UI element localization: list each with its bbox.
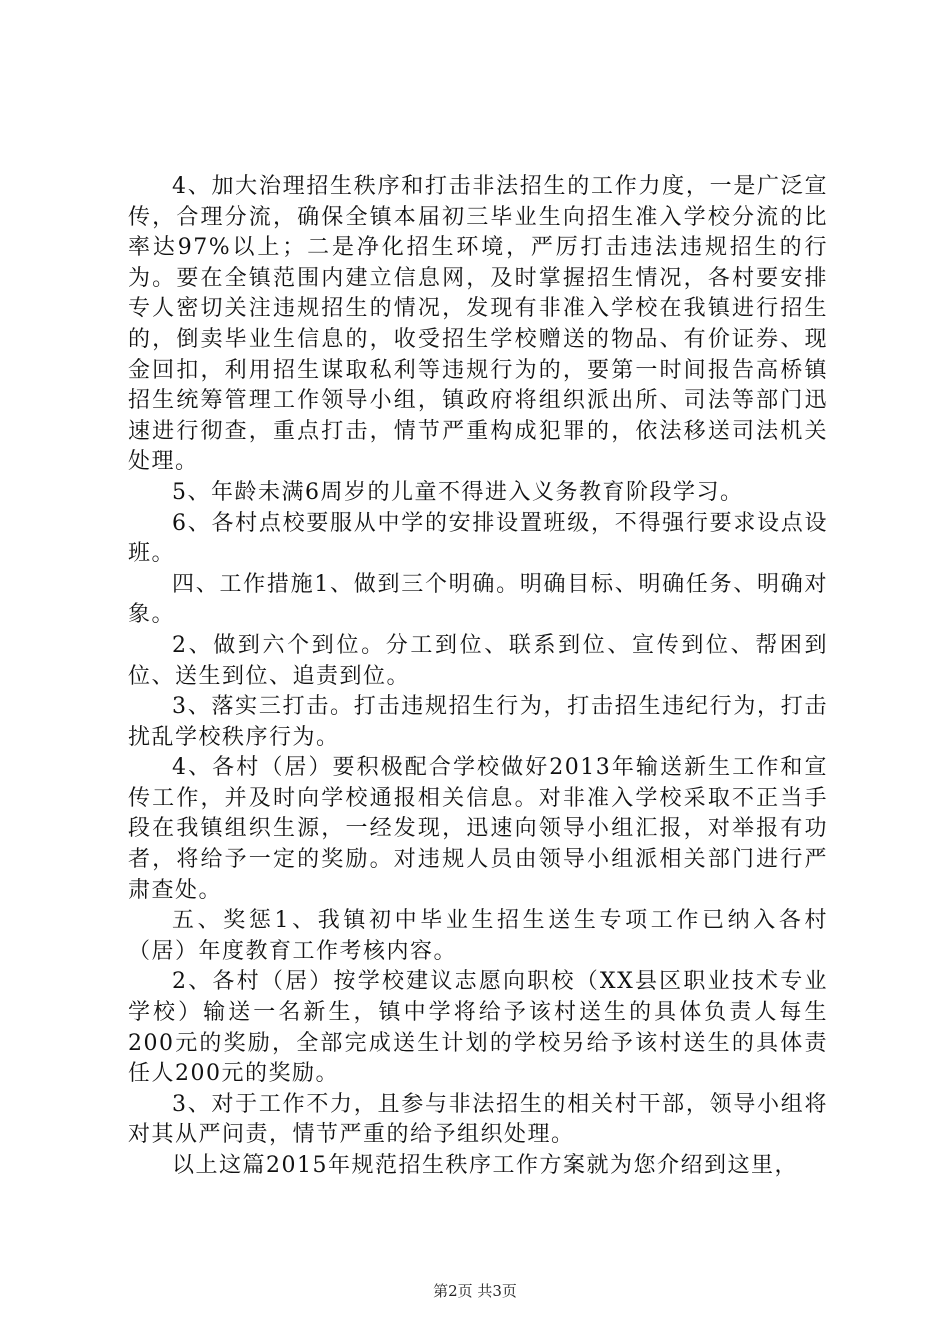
paragraph-measures-1: 四、工作措施1、做到三个明确。明确目标、明确任务、明确对象。 (128, 571, 828, 628)
paragraph-measures-3: 3、落实三打击。打击违规招生行为，打击招生违纪行为，打击扰乱学校秩序行为。 (128, 694, 828, 750)
paragraph-rewards-3: 3、对于工作不力，且参与非法招生的相关村干部，领导小组将对其从严问责，情节严重的给予组织处理。 (128, 1091, 828, 1148)
document-body (128, 172, 828, 1182)
paragraph-measures-4: 4、各村（居）要积极配合学校做好2013年输送新生工作和宣传工作，并及时向学校通报相关信息。对非准入学校采取不正当手段在我镇组织生源，一经发现，迅速向领导小组汇报，对举报有功者，将给予一定的奖励。对违规人员由领导小组派相关部门进行严肃查处。 (128, 755, 828, 903)
page-number-footer: 第2页 共3页 (433, 1282, 517, 1300)
paragraph-measures-2: 2、做到六个到位。分工到位、联系到位、宣传到位、帮困到位、送生到位、追责到位。 (128, 632, 828, 689)
paragraph-closing: 以上这篇2015年规范招生秩序工作方案就为您介绍到这里， (172, 1153, 798, 1178)
paragraph-rewards-2: 2、各村（居）按学校建议志愿向职校（XX县区职业技术专业学校）输送一名新生，镇中学将给予该村送生的具体负责人每生200元的奖励，全部完成送生计划的学校另给予该村送生的具体责任人200元的奖励。 (128, 969, 828, 1087)
paragraph-enforcement: 4、加大治理招生秩序和打击非法招生的工作力度，一是广泛宣传，合理分流，确保全镇本届初三毕业生向招生准入学校分流的比率达97%以上；二是净化招生环境，严厉打击违法违规招生的行为。要在全镇范围内建立信息网，及时掌握招生情况，各村要安排专人密切关注违规招生的情况，发现有非准入学校在我镇进行招生的，倒卖毕业生信息的，收受招生学校赠送的物品、有价证券、现金回扣，利用招生谋取私利等违规行为的，要第一时间报告高桥镇招生统筹管理工作领导小组，镇政府将组织派出所、司法等部门迅速进行彻查，重点打击，情节严重构成犯罪的，依法移送司法机关处理。 (128, 174, 828, 475)
paragraph-village-classes: 6、各村点校要服从中学的安排设置班级，不得强行要求设点设班。 (128, 510, 828, 567)
paragraph-rewards-1: 五、奖惩1、我镇初中毕业生招生送生专项工作已纳入各村（居）年度教育工作考核内容。 (128, 908, 828, 964)
paragraph-age-rule: 5、年龄未满6周岁的儿童不得进入义务教育阶段学习。 (172, 479, 744, 505)
